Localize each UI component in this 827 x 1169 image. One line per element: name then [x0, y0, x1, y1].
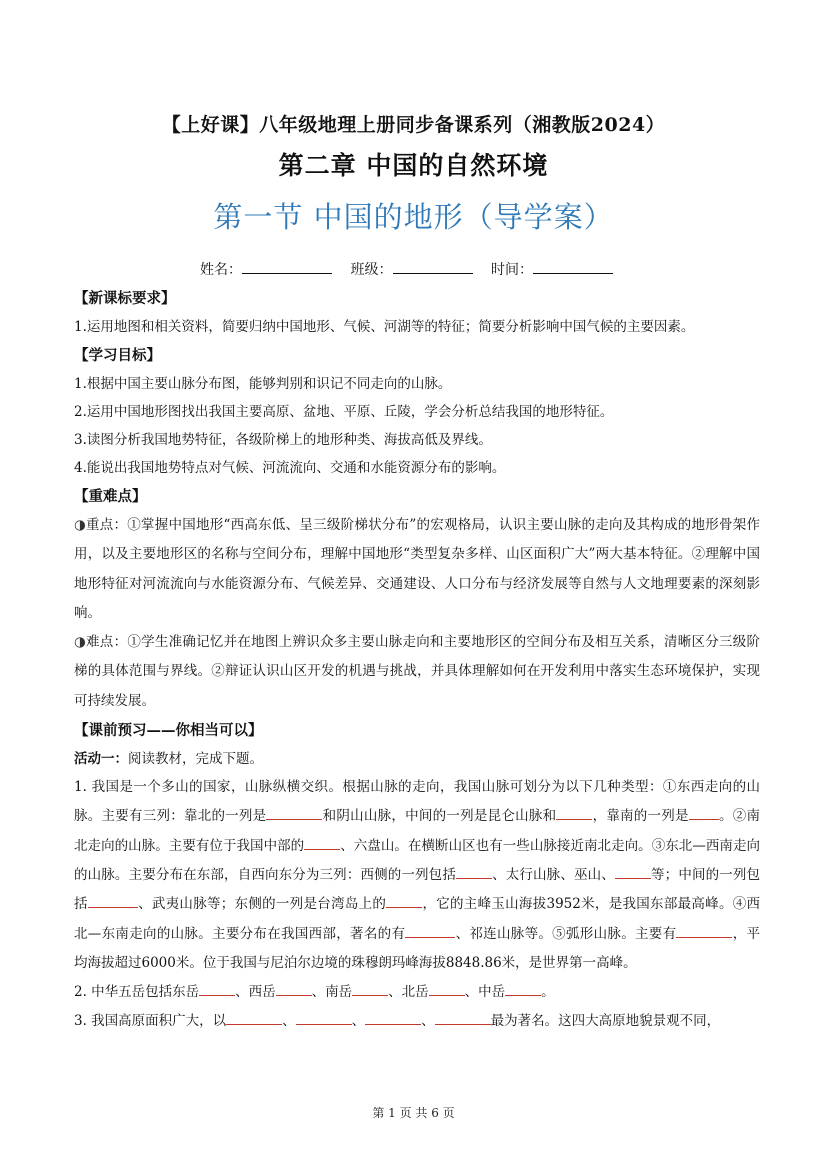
half-circle-bullet-icon: ◑ — [74, 517, 87, 533]
answer-blank[interactable] — [352, 981, 388, 996]
preview-heading: 【课前预习——你相当可以】 — [74, 722, 263, 740]
time-blank[interactable] — [533, 261, 613, 274]
objective-item: 4.能说出我国地势特点对气候、河流流向、交通和水能资源分布的影响。 — [74, 460, 506, 476]
q2-text: 、中岳 — [464, 984, 506, 1001]
chapter-title: 第二章 中国的自然环境 — [278, 151, 549, 180]
q1-text: 、六盘山。在横断山区也有一些山脉接近南北走向。③东北—西南走向的山脉。主要分布在东部，自西向东分为三列：西侧的一列包括 — [74, 837, 761, 883]
answer-blank[interactable] — [296, 1010, 352, 1025]
objective-item: 1.根据中国主要山脉分布图，能够判别和识记不同走向的山脉。 — [74, 376, 452, 392]
q1-text: 。②南北走向的山脉。主要有位于我国中部的 — [74, 808, 761, 854]
answer-blank[interactable] — [456, 864, 492, 879]
q3-text: 、 — [282, 1013, 296, 1030]
name-blank[interactable] — [242, 261, 332, 274]
q1-text: ，靠南的一列是 — [592, 808, 689, 825]
answer-blank[interactable] — [615, 864, 651, 879]
answer-blank[interactable] — [276, 981, 312, 996]
answer-blank[interactable] — [266, 805, 322, 820]
q2-text: 。 — [541, 984, 555, 1001]
student-info-line — [0, 259, 827, 279]
q1-text: 、武夷山脉等；东侧的一列是台湾岛上的 — [137, 896, 387, 913]
q1-text: 等；中间的一列包括 — [74, 866, 761, 913]
answer-blank[interactable] — [689, 805, 719, 820]
key-point-label: 重点： — [86, 517, 128, 533]
objective-item: 3.读图分析我国地势特征，各级阶梯上的地形种类、海拔高低及界线。 — [74, 432, 492, 448]
answer-blank[interactable] — [386, 893, 422, 908]
key-points-heading: 【重难点】 — [74, 488, 147, 505]
curriculum-text: 1.运用地图和相关资料，简要归纳中国地形、气候、河湖等的特征；简要分析影响中国气候的主要因素。 — [74, 319, 695, 335]
answer-blank[interactable] — [405, 923, 455, 938]
q2-text: 、北岳 — [388, 984, 429, 1001]
difficult-point-text: ①学生准确记忆并在地图上辨识众多主要山脉走向和主要地形区的空间分布及相互关系，清晰区分三级阶梯的具体范围与界线。②辩证认识山区开发的机遇与挑战，并具体理解如何在开发利用中落实生态环境保护，实现可持续发展。 — [74, 634, 761, 709]
objectives-heading: 【学习目标】 — [74, 347, 161, 364]
difficult-point-paragraph — [74, 628, 760, 716]
q3-text: 最为著名。这四大高原地貌景观不同， — [490, 1013, 721, 1030]
q1-text: ，平均海拔超过6000米。位于我国与尼泊尔边境的珠穆朗玛峰海拔8848.86米，是世界第一高峰。 — [74, 925, 761, 971]
series-title: 【上好课】八年级地理上册同步备课系列（湘教版2024） — [161, 114, 666, 136]
q1-text: ，它的主峰玉山海拔3952米，是我国东部最高峰。④西北—东南走向的山脉。主要分布在我国西部，著名的有 — [74, 896, 761, 942]
page-footer: 第 1 页 共 6 页 — [372, 1106, 455, 1120]
q2-text: 2. 中华五岳包括东岳 — [74, 984, 200, 1001]
key-point-text: ①掌握中国地形“西高东低、呈三级阶梯状分布”的宏观格局，认识主要山脉的走向及其构成的地形骨架作用，以及主要地形区的名称与空间分布，理解中国地形“类型复杂多样、山区面积广大”两大基本特征。②理解中国地形特征对河流流向与水能资源分布、气候差异、交通建设、人口分布与经济发展等自然与人文地理要素的深刻影响。 — [74, 517, 760, 621]
q1-text: 、祁连山脉等。⑤弧形山脉。主要有 — [455, 925, 677, 942]
q3-text: 、 — [421, 1013, 435, 1030]
answer-blank[interactable] — [365, 1010, 421, 1025]
activity-text: 阅读教材，完成下题。 — [128, 751, 263, 768]
key-point-paragraph — [74, 511, 760, 628]
half-circle-bullet-icon: ◑ — [74, 634, 87, 651]
class-label: 班级： — [350, 262, 393, 278]
answer-blank[interactable] — [199, 981, 235, 996]
answer-blank[interactable] — [226, 1010, 282, 1025]
answer-blank[interactable] — [556, 805, 592, 820]
q3-text: 3. 我国高原面积广大，以 — [74, 1013, 227, 1030]
answer-blank[interactable] — [435, 1010, 491, 1025]
time-label: 时间： — [490, 262, 533, 278]
difficult-point-label: 难点： — [86, 634, 128, 651]
question-3 — [74, 1007, 760, 1036]
answer-blank[interactable] — [429, 981, 465, 996]
q2-text: 、西岳 — [235, 984, 276, 1001]
section-title: 第一节 中国的地形（导学案） — [213, 200, 614, 234]
q3-text: 、 — [351, 1013, 366, 1030]
answer-blank[interactable] — [304, 835, 340, 850]
answer-blank[interactable] — [676, 923, 732, 938]
answer-blank[interactable] — [88, 893, 138, 908]
answer-blank[interactable] — [505, 981, 541, 996]
q2-text: 、南岳 — [311, 984, 353, 1001]
document-body — [74, 284, 760, 1037]
q1-text: 和阴山山脉，中间的一列是昆仑山脉和 — [322, 808, 557, 825]
name-label: 姓名： — [200, 262, 243, 278]
curriculum-heading: 【新课标要求】 — [74, 290, 176, 307]
question-1 — [74, 773, 760, 978]
class-blank[interactable] — [393, 261, 473, 274]
q1-text: 1. 我国是一个多山的国家，山脉纵横交织。根据山脉的走向，我国山脉可划分为以下几种类型：①东西走向的山脉。主要有三列：靠北的一列是 — [74, 779, 760, 825]
activity-line — [74, 745, 760, 773]
activity-label: 活动一： — [74, 751, 128, 768]
question-2 — [74, 978, 760, 1007]
q1-text: 、太行山脉、巫山、 — [491, 866, 615, 883]
objective-item: 2.运用中国地形图找出我国主要高原、盆地、平原、丘陵，学会分析总结我国的地形特征。 — [74, 404, 614, 420]
